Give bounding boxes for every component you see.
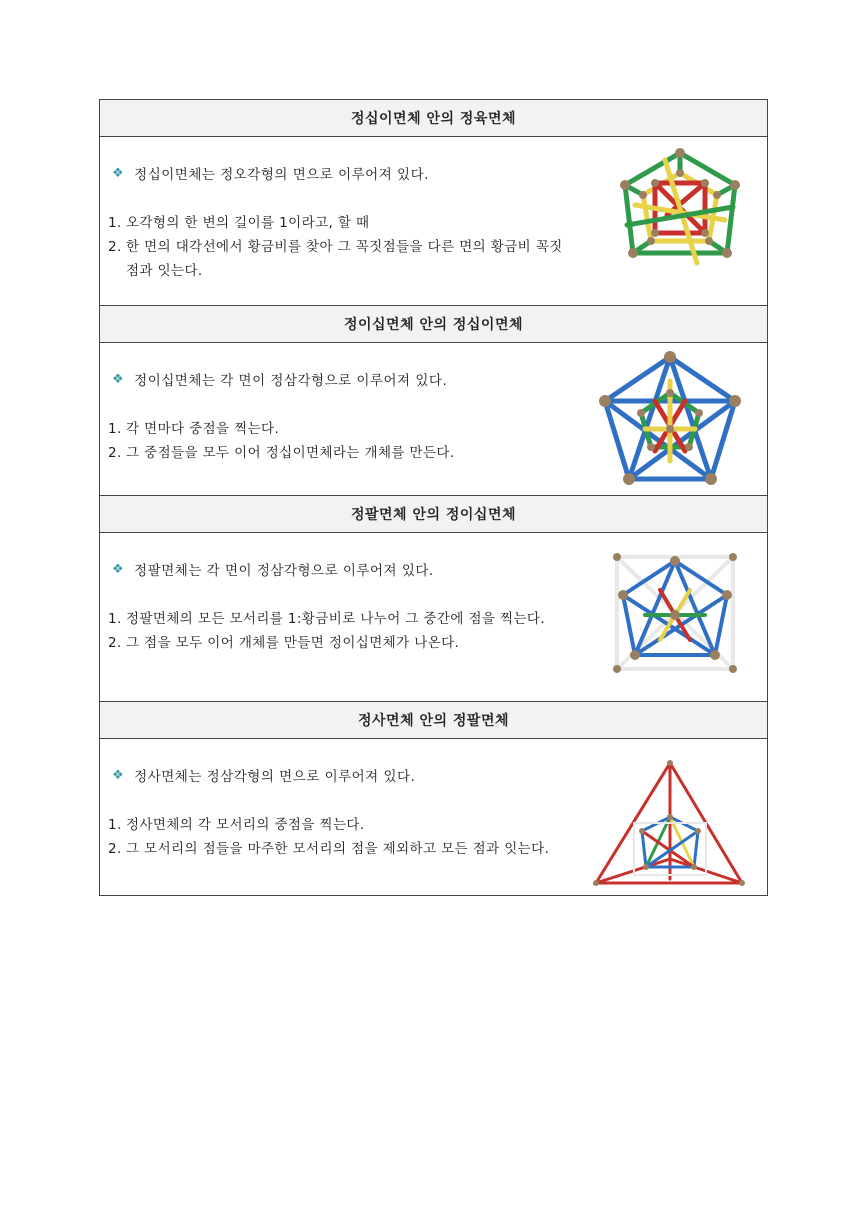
intro-text: 정사면체는 정삼각형의 면으로 이루어져 있다. — [134, 769, 416, 785]
step-number: 2. — [108, 445, 122, 461]
step-number: 2. — [108, 841, 122, 857]
step-text: 정사면체의 각 모서리의 중점을 찍는다. — [126, 817, 365, 833]
step-number: 2. — [108, 635, 122, 651]
diamond-bullet-icon: ❖ — [112, 561, 125, 577]
intro-line — [112, 765, 415, 785]
dodecahedron-in-icosahedron-model-image — [595, 351, 745, 489]
step-text: 그 모서리의 점들을 마주한 모서리의 점을 제외하고 모든 점과 잇는다. — [126, 841, 550, 857]
section-title-tetra-octa — [100, 702, 767, 739]
step-text: 정팔면체의 모든 모서리를 1:황금비로 나누어 그 중간에 점을 찍는다. — [126, 611, 546, 627]
section-title: 정사면체 안의 정팔면체 — [358, 713, 509, 729]
step-item — [108, 813, 563, 837]
intro-text: 정이십면체는 각 면이 정삼각형으로 이루어져 있다. — [134, 373, 448, 389]
step-number: 2. — [108, 239, 122, 255]
step-text: 그 점을 모두 이어 개체를 만들면 정이십면체가 나온다. — [126, 635, 460, 651]
octahedron-in-tetrahedron-model-image — [590, 759, 750, 887]
step-number: 1. — [108, 817, 122, 833]
step-text: 각 면마다 중점을 찍는다. — [126, 421, 280, 437]
diamond-bullet-icon: ❖ — [112, 767, 125, 783]
step-text: 한 면의 대각선에서 황금비를 찾아 그 꼭짓점들을 다른 면의 황금비 꼭짓점과 잇는다. — [126, 239, 563, 279]
polyhedra-table — [99, 99, 768, 896]
intro-line — [112, 369, 447, 389]
intro-text: 정팔면체는 각 면이 정삼각형으로 이루어져 있다. — [134, 563, 434, 579]
step-number: 1. — [108, 215, 122, 231]
icosahedron-in-octahedron-model-image — [605, 545, 745, 677]
step-item — [108, 211, 563, 235]
step-text: 오각형의 한 변의 길이를 1이라고, 할 때 — [126, 215, 370, 231]
step-list — [108, 417, 563, 465]
section-title-octa-icosa — [100, 496, 767, 533]
step-item — [108, 837, 563, 861]
section-body-icosa-dodeca — [100, 343, 767, 496]
step-list — [108, 211, 563, 283]
step-item — [108, 235, 563, 283]
section-title: 정팔면체 안의 정이십면체 — [350, 507, 516, 523]
section-title-dodeca-cube — [100, 100, 767, 137]
section-title: 정이십면체 안의 정십이면체 — [343, 317, 524, 333]
section-body-tetra-octa — [100, 739, 767, 895]
intro-text: 정십이면체는 정오각형의 면으로 이루어져 있다. — [134, 167, 429, 183]
intro-line — [112, 163, 429, 183]
cube-in-dodecahedron-model-image — [605, 145, 755, 273]
step-item — [108, 631, 563, 655]
step-text: 그 중점들을 모두 이어 정십이면체라는 개체를 만든다. — [126, 445, 455, 461]
section-title: 정십이면체 안의 정육면체 — [350, 111, 516, 127]
diamond-bullet-icon: ❖ — [112, 371, 125, 387]
step-list — [108, 813, 563, 861]
step-item — [108, 607, 563, 631]
section-title-icosa-dodeca — [100, 306, 767, 343]
step-item — [108, 441, 563, 465]
step-number: 1. — [108, 611, 122, 627]
step-item — [108, 417, 563, 441]
section-body-octa-icosa — [100, 533, 767, 702]
section-body-dodeca-cube — [100, 137, 767, 306]
diamond-bullet-icon: ❖ — [112, 165, 125, 181]
step-list — [108, 607, 563, 655]
intro-line — [112, 559, 434, 579]
step-number: 1. — [108, 421, 122, 437]
